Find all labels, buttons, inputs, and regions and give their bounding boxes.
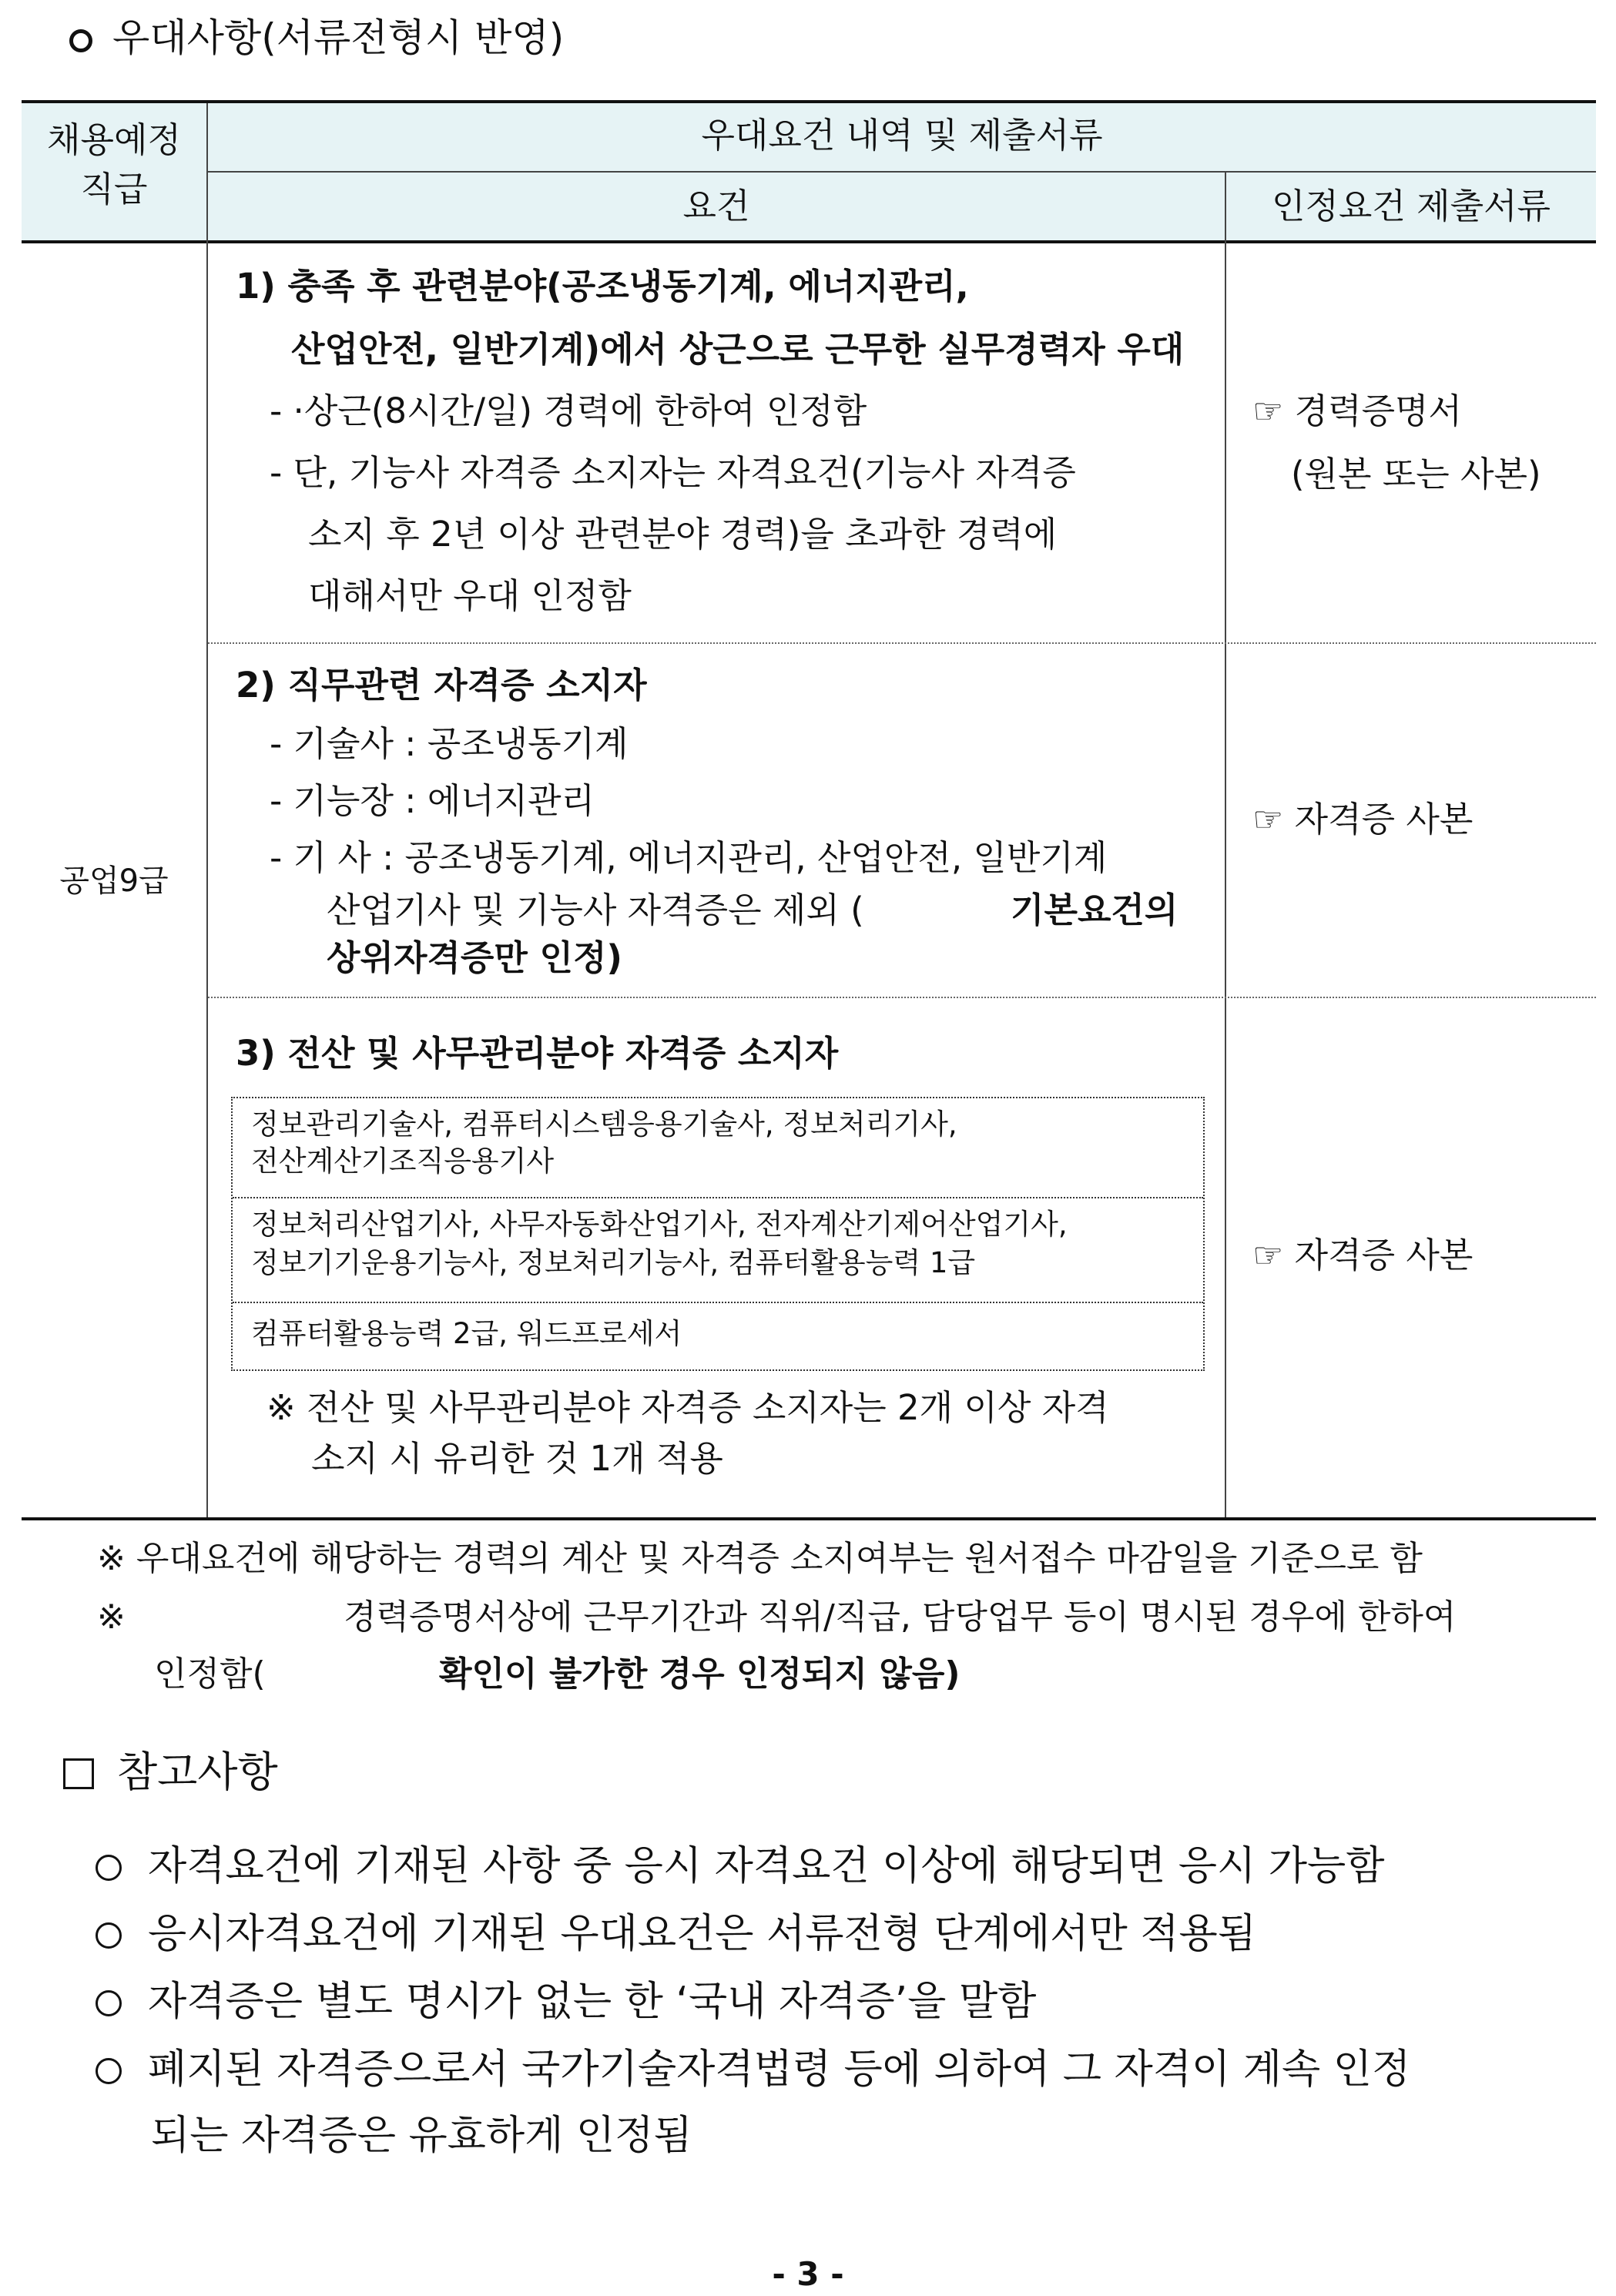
header-documents: 인정요건 제출서류 <box>1271 186 1551 226</box>
cert-row-separator-1 <box>233 1197 1203 1198</box>
circle-bullet-icon <box>96 1855 122 1881</box>
circle-bullet-icon <box>96 2058 122 2084</box>
section-2-line-5: 산업기사 및 기능사 자격증은 제외 ( <box>327 890 864 930</box>
note-2-continued: 인정함( <box>154 1654 266 1694</box>
page-number: - 3 - <box>772 2255 844 2293</box>
header-group: 우대요건 내역 및 제출서류 <box>701 115 1103 156</box>
section-3-doc-1: ☞ 자격증 사본 <box>1252 1235 1474 1275</box>
reference-item-4 <box>96 2035 1410 2104</box>
cert-row-1-line-1: 정보관리기술사, 컴퓨터시스템응용기술사, 정보처리기사, <box>251 1108 957 1141</box>
section-heading-text: 우대사항(서류전형시 반영) <box>112 15 565 60</box>
reference-title <box>63 1745 278 1800</box>
cert-row-1-line-2: 전산계산기조직응용기사 <box>251 1145 555 1178</box>
certificate-list-box <box>231 1097 1205 1371</box>
section-2-line-5b: 기본요건의 <box>1011 890 1178 930</box>
cert-row-2-line-2: 정보기기운용기능사, 정보처리기능사, 컴퓨터활용능력 1급 <box>251 1246 976 1279</box>
cert-row-2-line-1: 정보처리산업기사, 사무자동화산업기사, 전자계산기제어산업기사, <box>251 1208 1068 1241</box>
cert-row-separator-2 <box>233 1302 1203 1303</box>
header-split-line <box>208 171 1596 173</box>
section-1-line-4: - 단, 기능사 자격증 소지자는 자격요건(기능사 자격증 <box>270 452 1076 493</box>
header-grade: 채용예정 직급 <box>47 119 181 209</box>
section-2-doc-1: ☞ 자격증 사본 <box>1252 799 1474 840</box>
section-1-line-6: 대해서만 우대 인정함 <box>308 575 632 616</box>
reference-item-3 <box>96 1967 1036 2036</box>
section-2-line-3: - 기능장 : 에너지관리 <box>270 780 595 821</box>
checkbox-square-icon <box>63 1758 94 1789</box>
table-top-border <box>22 100 1596 103</box>
cert-row-3-line-1: 컴퓨터활용능력 2급, 워드프로세서 <box>251 1317 682 1350</box>
section-2-line-1: 2) 직무관련 자격증 소지자 <box>236 665 647 706</box>
header-bottom-border <box>22 240 1596 243</box>
section-1-doc-1: ☞ 경력증명서 <box>1252 390 1462 431</box>
reference-item-2-text: 응시자격요건에 기재된 우대요건은 서류전형 단계에서만 적용됨 <box>148 1911 1256 1957</box>
section-1-line-1: 1) 충족 후 관련분야(공조냉동기계, 에너지관리, <box>236 266 969 307</box>
section-1-line-2: 산업안전, 일반기계)에서 상근으로 근무한 실무경력자 우대 <box>291 329 1185 370</box>
note-2-mark: ※ <box>97 1597 126 1637</box>
reference-item-2 <box>96 1899 1256 1969</box>
section-3-note-line-2: 소지 시 유리한 것 1개 적용 <box>311 1438 723 1479</box>
reference-item-3-text: 자격증은 별도 명시가 없는 한 ‘국내 자격증’을 말함 <box>148 1979 1037 2025</box>
circle-bullet-icon <box>96 1922 122 1949</box>
grade-cell: 공업9급 <box>59 863 169 899</box>
reference-item-1 <box>96 1832 1385 1901</box>
reference-title-text: 참고사항 <box>117 1748 278 1796</box>
reference-item-4-text: 폐지된 자격증으로서 국가기술자격법령 등에 의하여 그 자격이 계속 인정 <box>148 2046 1411 2093</box>
reference-item-4-continued: 되는 자격증은 유효하게 인정됨 <box>151 2113 692 2159</box>
section-3-line-1: 3) 전산 및 사무관리분야 자격증 소지자 <box>236 1033 839 1074</box>
column-divider-1 <box>206 103 208 1517</box>
row-separator-1 <box>208 642 1596 644</box>
column-divider-2 <box>1225 171 1226 1517</box>
section-2-line-2: - 기술사 : 공조냉동기계 <box>270 723 629 764</box>
section-1-doc-2: (원본 또는 사본) <box>1291 454 1541 494</box>
header-requirements: 요건 <box>682 186 750 226</box>
section-1-line-3: - ·상근(8시간/일) 경력에 한하여 인정함 <box>270 390 867 431</box>
section-heading <box>69 11 564 65</box>
table-bottom-border <box>22 1517 1596 1520</box>
reference-item-1-text: 자격요건에 기재된 사항 중 응시 자격요건 이상에 해당되면 응시 가능함 <box>148 1843 1385 1889</box>
note-1: ※ 우대요건에 해당하는 경력의 계산 및 자격증 소지여부는 원서접수 마감일을 기준으로 함 <box>97 1539 1423 1578</box>
section-3-note-line-1: ※ 전산 및 사무관리분야 자격증 소지자는 2개 이상 자격 <box>267 1387 1109 1428</box>
circle-bullet-icon <box>96 1990 122 2016</box>
note-2-bold: 확인이 불가한 경우 인정되지 않음) <box>439 1654 961 1694</box>
note-2-text: 경력증명서상에 근무기간과 직위/직급, 담당업무 등이 명시된 경우에 한하여 <box>344 1597 1457 1637</box>
section-2-line-4: - 기 사 : 공조냉동기계, 에너지관리, 산업안전, 일반기계 <box>270 837 1108 878</box>
row-separator-2 <box>208 997 1596 998</box>
hollow-circle-bullet-icon <box>69 29 92 52</box>
section-1-line-5: 소지 후 2년 이상 관련분야 경력)을 초과한 경력에 <box>308 514 1058 555</box>
section-2-line-6: 상위자격증만 인정) <box>327 937 622 978</box>
